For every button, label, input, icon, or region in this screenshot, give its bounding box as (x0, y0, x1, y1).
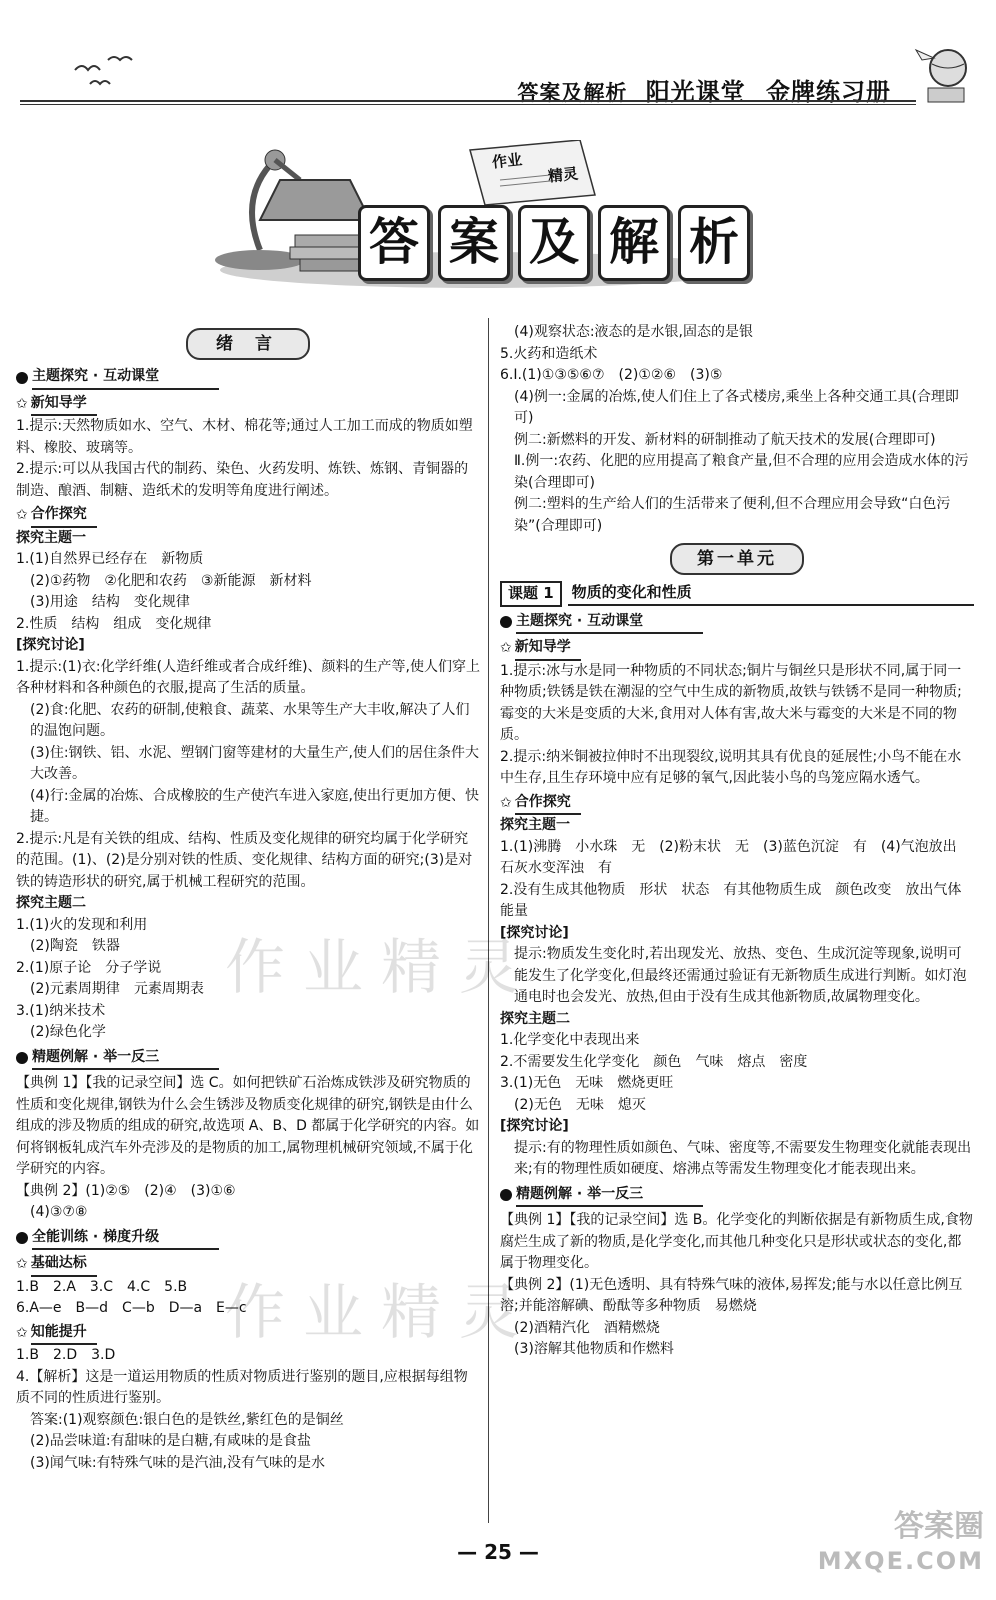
lesson-tag: 课题 1 (500, 581, 562, 607)
topic-heading: 探究主题二 (500, 1010, 570, 1027)
paragraph: (2)①药物 ②化肥和农药 ③新能源 新材料 (30, 572, 312, 589)
topic-heading: 探究主题一 (16, 529, 86, 546)
paragraph: 3.(1)无色 无味 燃烧更旺 (500, 1075, 674, 1091)
paragraph: 1.化学变化中表现出来 (500, 1032, 640, 1048)
paragraph: (4)③⑦⑧ (30, 1204, 88, 1220)
paragraph: (3)闻气味:有特殊气味的是汽油,没有气味的是水 (30, 1454, 325, 1471)
star-icon: ✩ (500, 640, 512, 656)
paragraph: 1.(1)沸腾 小水珠 无 (2)粉末状 无 (3)蓝色沉淀 有 (4)气泡放出 石灰水变浑浊 有 (500, 838, 971, 876)
paragraph: 2.(1)原子论 分子学说 (16, 959, 162, 976)
paragraph: 【典例 2】(1)无色透明、具有特殊气味的液体,易挥发;能与水以任意比例互溶;并能溶解碘、酚酞等多种物质 易燃烧 (500, 1276, 963, 1314)
paragraph: 2.没有生成其他物质 形状 状态 有其他物质生成 颜色改变 放出气体 能量 (500, 881, 976, 919)
topic-heading: 探究主题二 (16, 895, 86, 911)
paragraph: (3)住:钢铁、铝、水泥、塑钢门窗等建材的大量生产,使人们的居住条件大大改善。 (30, 744, 479, 782)
birds-icon (70, 50, 150, 90)
paragraph: (2)陶瓷 铁器 (30, 938, 120, 954)
big-title-char: 析 (678, 205, 750, 281)
paragraph: 提示:有的物理性质如颜色、气味、密度等,不需要发生物理变化就能表现出来;有的物理性质如硬度、熔沸点等需发生物理变化才能表现出来。 (514, 1139, 972, 1177)
page-number: — 25 — (457, 1540, 539, 1564)
watermark: 作业精灵 (225, 1278, 537, 1348)
big-title-char: 解 (598, 205, 670, 281)
band-heading: 主题探究 · 互动课堂 (16, 366, 480, 390)
header-right: 金牌练习册 (766, 77, 891, 106)
discussion-heading: [探究讨论] (500, 1118, 569, 1134)
big-title-char: 案 (438, 205, 510, 281)
page-header (0, 0, 996, 130)
paragraph: 【典例 2】(1)②⑤ (2)④ (3)①⑥ (16, 1182, 236, 1199)
paragraph: 1.(1)自然界已经存在 新物质 (16, 551, 204, 567)
star-icon: ✩ (500, 794, 512, 811)
dot-icon (16, 372, 28, 384)
sub-heading: ✩ 新知导学 (16, 393, 480, 417)
sub-heading: ✩ 基础达标 (16, 1253, 480, 1277)
unit-title: 第一单元 (670, 543, 804, 575)
big-title (358, 205, 750, 281)
paper-label-bottom: 精灵 (547, 164, 579, 186)
dot-icon (500, 616, 512, 628)
star-icon: ✩ (16, 1324, 28, 1341)
star-icon: ✩ (16, 507, 28, 523)
paragraph: (4)行:金属的冶炼、合成橡胶的生产使汽车进入家庭,使出行更加方便、快捷。 (30, 787, 479, 825)
paragraph: (4)观察状态:液态的是水银,固态的是银 (514, 324, 753, 340)
lesson-heading (500, 581, 974, 607)
band-heading: 精题例解 · 举一反三 (500, 1184, 974, 1208)
big-title-char: 答 (358, 205, 430, 281)
paragraph: 1.提示:天然物质如水、空气、木材、棉花等;通过人工加工而成的物质如塑料、橡胶、玻璃等。 (16, 418, 473, 456)
paragraph: 答案:(1)观察颜色:银白色的是铁丝,紫红色的是铜丝 (30, 1411, 344, 1428)
paragraph: (2)元素周期律 元素周期表 (30, 981, 204, 997)
sub-heading: ✩ 知能提升 (16, 1322, 480, 1346)
paragraph: 例二:新燃料的开发、新材料的研制推动了航天技术的发展(合理即可) (514, 431, 936, 448)
section-title: 绪 言 (186, 328, 310, 360)
paragraph: 3.(1)纳米技术 (16, 1002, 106, 1019)
big-title-char: 及 (518, 205, 590, 281)
paragraph: 2.提示:纳米铜被拉伸时不出现裂纹,说明其具有优良的延展性;小鸟不能在水中生存,且生存环境中应有足够的氧气,因此装小鸟的鸟笼应隔水透气。 (500, 748, 962, 786)
lesson-title: 物质的变化和性质 (568, 582, 974, 606)
paragraph: (3)用途 结构 变化规律 (30, 594, 190, 610)
header-rule (20, 100, 916, 102)
paragraph: 4.【解析】这是一道运用物质的性质对物质进行鉴别的题目,应根据每组物质不同的性质进行鉴别。 (16, 1368, 468, 1406)
paragraph: Ⅱ.例一:农药、化肥的应用提高了粮食产量,但不合理的应用会造成水体的污染(合理即可) (514, 453, 969, 491)
paragraph: 提示:物质发生变化时,若出现发光、放热、变色、生成沉淀等现象,说明可能发生了化学变化,但最终还需通过验证有无新物质生成进行判断。如灯泡通电时也会发光、放热,但由于没有生成其他新物质,故属物理变化。 (514, 946, 967, 1005)
paragraph: 2.提示:凡是有关铁的组成、结构、性质及变化规律的研究均属于化学研究的范围。(1)、(2)是分别对铁的性质、变化规律、结构方面的研究;(3)是对铁的铸造形状的研究,属于机械工程研究的范围。 (16, 830, 473, 890)
paragraph: 6.Ⅰ.(1)①③⑤⑥⑦ (2)①②⑥ (3)⑤ (500, 367, 723, 383)
globe-icon (908, 40, 978, 110)
paragraph: 1.(1)火的发现和利用 (16, 916, 148, 933)
paragraph: (3)溶解其他物质和作燃料 (514, 1341, 674, 1357)
header-mid: 阳光课堂 (645, 77, 746, 106)
header-rule-2 (20, 104, 916, 105)
paragraph: 【典例 1】【我的记录空间】选 B。化学变化的判断依据是有新物质生成,食物腐烂生成了新的物质,是化学变化,而其他几种变化只是形状或状态的变化,都属于物理变化。 (500, 1212, 973, 1271)
sub-heading: ✩ 新知导学 (500, 637, 974, 661)
corner-logo-bottom: MXQE.COM (817, 1547, 984, 1575)
band-heading: 全能训练 · 梯度升级 (16, 1227, 480, 1251)
right-column (500, 322, 974, 1361)
paragraph: (2)无色 无味 熄灭 (514, 1096, 646, 1113)
paragraph: 2.性质 结构 组成 变化规律 (16, 615, 212, 632)
dot-icon (16, 1232, 28, 1244)
paragraph: 2.不需要发生化学变化 颜色 气味 熔点 密度 (500, 1053, 808, 1070)
paragraph: 【典例 1】【我的记录空间】选 C。如何把铁矿石治炼成铁涉及研究物质的性质和变化规律,钢铁为什么会生锈涉及物质变化规律的研究,钢铁是由什么组成的涉及物质的组成的研究,故选项 A、B、D 都属于化学研究的内容。如何将钢板轧成汽车外壳涉及的是物质的加工,属物理机械研究领域,不属于化学研究的内容。 (16, 1075, 480, 1177)
watermark: 作业精灵 (225, 933, 537, 1003)
dot-icon (500, 1189, 512, 1201)
sub-heading: ✩ 合作探究 (16, 504, 480, 528)
corner-logo-top: 答案圈 (894, 1509, 984, 1544)
sub-heading: ✩ 合作探究 (500, 792, 974, 816)
paragraph: 2.提示:可以从我国古代的制药、染色、火药发明、炼铁、炼钢、青铜器的制造、酿酒、制糖、造纸术的发明等角度进行阐述。 (16, 461, 469, 499)
paragraph: (4)例一:金属的冶炼,使人们住上了各式楼房,乘坐上各种交通工具(合理即可) (514, 388, 959, 426)
discussion-heading: [探究讨论] (500, 924, 569, 941)
paragraph: 1.B 2.A 3.C 4.C 5.B (16, 1278, 188, 1295)
paragraph: (2)酒精汽化 酒精燃烧 (514, 1319, 660, 1336)
paragraph: 例二:塑料的生产给人们的生活带来了便利,但不合理应用会导致“白色污染”(合理即可) (514, 496, 951, 534)
paragraph: 1.B 2.D 3.D (16, 1347, 116, 1363)
paragraph: 5.火药和造纸术 (500, 345, 598, 362)
paragraph: (2)品尝味道:有甜味的是白糖,有咸味的是食盐 (30, 1433, 311, 1449)
topic-heading: 探究主题一 (500, 817, 570, 833)
paragraph: (2)绿色化学 (30, 1024, 106, 1040)
band-heading: 精题例解 · 举一反三 (16, 1047, 480, 1071)
paragraph: (2)食:化肥、农药的研制,使粮食、蔬菜、水果等生产大丰收,解决了人们的温饱问题。 (30, 701, 470, 739)
paper-label-top: 作业 (491, 150, 523, 172)
header-left: 答案及解析 (517, 81, 628, 105)
star-icon: ✩ (16, 395, 28, 412)
band-heading: 主题探究 · 互动课堂 (500, 611, 974, 635)
star-icon: ✩ (16, 1256, 28, 1272)
paragraph: 1.提示:冰与水是同一种物质的不同状态;铜片与铜丝只是形状不同,属于同一种物质;铁锈是铁在潮湿的空气中生成的新物质,故铁与铁锈不是同一种物质;霉变的大米是变质的大米,食用对人体有害,故大米与霉变的大米是不同的物质。 (500, 662, 962, 743)
paragraph: 6.A—e B—d C—b D—a E—c (16, 1300, 247, 1316)
dot-icon (16, 1052, 28, 1064)
paragraph: 1.提示:(1)衣:化学纤维(人造纤维或者合成纤维)、颜料的生产等,使人们穿上各种材料和各种颜色的衣服,提高了生活的质量。 (16, 658, 480, 696)
discussion-heading: [探究讨论] (16, 637, 85, 653)
corner-logo (818, 1510, 984, 1578)
